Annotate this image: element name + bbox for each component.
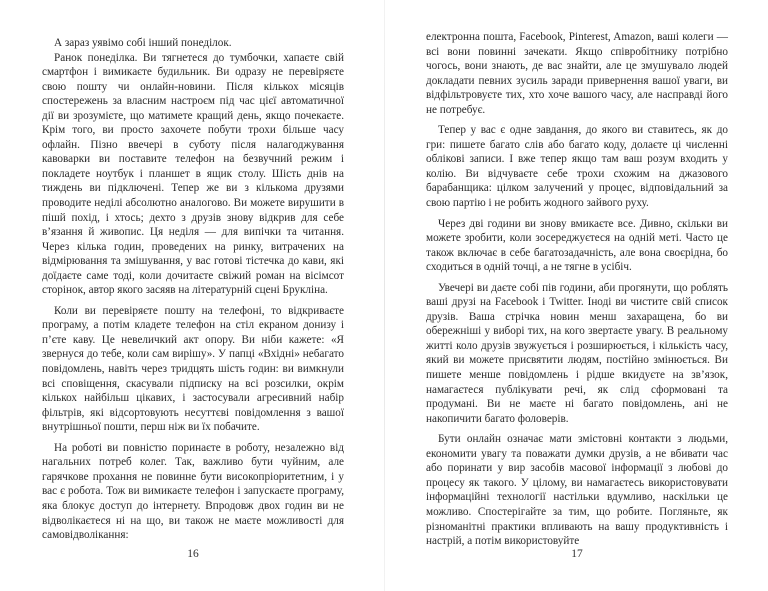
page-number-left: 16	[187, 548, 199, 560]
paragraph: Через дві години ви знову вмикаєте все. Дивно, скільки ви можете зробити, коли зосереджуєтеся на одній меті. Часто це також включає в себе багатозадачність, але вона своєрідна, бо сходиться в одній точці, а не тягне в усібіч.	[426, 217, 728, 274]
paragraph: Бути онлайн означає мати змістовні контакти з людьми, економити увагу та поважати думки друзів, а не вбивати час або поринати у вир засобів масової інформації з любові до процесу як такого. У цілому, ви намагаєтесь використовувати інформаційні технології настільки вдумливо, наскільки це можливо. Спостерігайте за тим, що робите. Погляньте, як різноманітні практики впливають на вашу продуктивність і настрій, а потім використовуйте	[426, 433, 728, 548]
page-number-right: 17	[571, 548, 583, 560]
right-page	[426, 30, 728, 549]
left-page	[42, 30, 344, 543]
paragraph: електронна пошта, Facebook, Pinterest, Amazon, ваші колеги — всі вони повинні зачекати. Якщо співробітнику потрібно чогось, вони знають, де вас знайти, але це змушувало людей докладати певних зусиль заради привернення вашої уваги, ви відфільтровуєте тих, хто хоче вашого часу, але насправді його не потребує.	[426, 31, 728, 116]
paragraph: Ранок понеділка. Ви тягнетеся до тумбочки, хапаєте свій смартфон і вимикаєте будильник. Ви одразу не перевіряєте свою пошту чи онлайн-новини. Після кількох місяців спостережень за власним настроєм під час цієї автоматичної дії ви зрозумієте, що матимете кращий день, якщо почекаєте. Крім того, ви просто захочете побути трохи більше часу офлайн. Пізно ввечері в суботу після налагоджування кавоварки ви поставите телефон на безвучний режим і покладете ноутбук і планшет в ящик столу. Шість днів на тиждень ви підключені. Тепер же ви з кількома друзями проводите неділі абсолютно аналогово. Ви можете вирушити в пішй похід, і хтось; дехто з друзів знову відкрив для себе в’язання й живопис. Ця неділя — для випічки та читання. Через кілька годин, проведених на ринку, витрачених на відмірювання та змішування, у вас готові тістечка до кави, які доїдаєте саме тоді, коли дочитаєте свіжий роман на вісімсот сторінок, автор якого засяяв на літературній сцені Брукліна.	[42, 51, 344, 297]
paragraph: Увечері ви даєте собі пів години, аби прогянути, що роблять ваші друзі на Facebook і Twitter. Іноді ви чистите свій список друзів. Ваша стрічка новин менш захаращена, бо ви обережніші у виборі тих, на кого звертаєте увагу. В реальному житті коло друзів звужується і розширюється, і кількість часу, який ви можете присвятити людям, постійно змінюється. Ви пишете менше повідомлень і рідше вкидуєте на зв’язок, намагаєтеся публікувати речі, як слід сформовані та продумані. Ви не маєте ні багато повідомлень, ані не накопичити багато фоловерів.	[426, 281, 728, 425]
paragraph: Тепер у вас є одне завдання, до якого ви ставитесь, як до гри: пишете багато слів або багато коду, долаєте ці численні облікові записи. І вже тепер якщо там ваш розум входить у колію. Ви відчуваєте себе трохи схожим на джазового барабанщика: цілком залучений у процес, відповідальний за свою партію і не робить жодного зайвого руху.	[426, 124, 728, 210]
book-gutter	[384, 0, 385, 591]
paragraph: На роботі ви повністю поринаєте в роботу, незалежно від нагальних потреб колег. Так, важливо бути чуйним, але гарячкове прохання не повинне бути високопріоритетним, і у вас є робота. Тож ви вимикаєте телефон і запускаєте програму, яка блокує доступ до інтернету. Впродовж двох годин ви не відволікаєтеся ні на що, ви також не маєте можливості для самовідволікання:	[42, 441, 344, 542]
paragraph: Коли ви перевіряєте пошту на телефоні, то відкриваєте програму, а потім кладете телефон на стіл екраном донизу і п’єте каву. Це невеличкий акт опору. Ви ніби кажете: «Я звернуся до тебе, коли сам вирішу». У папці «Вхідні» небагато повідомлень, навіть через тридцять шість годин: ви вимкнули всі сповіщення, скасували підписку на всі розсилки, окрім кількох найбільш цікавих, і застосували агресивний набір фільтрів, які відсортовують несуттєві повідомлення з вашої внутрішньої пошти, перш ніж ви їх побачите.	[42, 304, 344, 434]
paragraph: А зараз уявімо собі інший понеділок.	[54, 37, 232, 49]
